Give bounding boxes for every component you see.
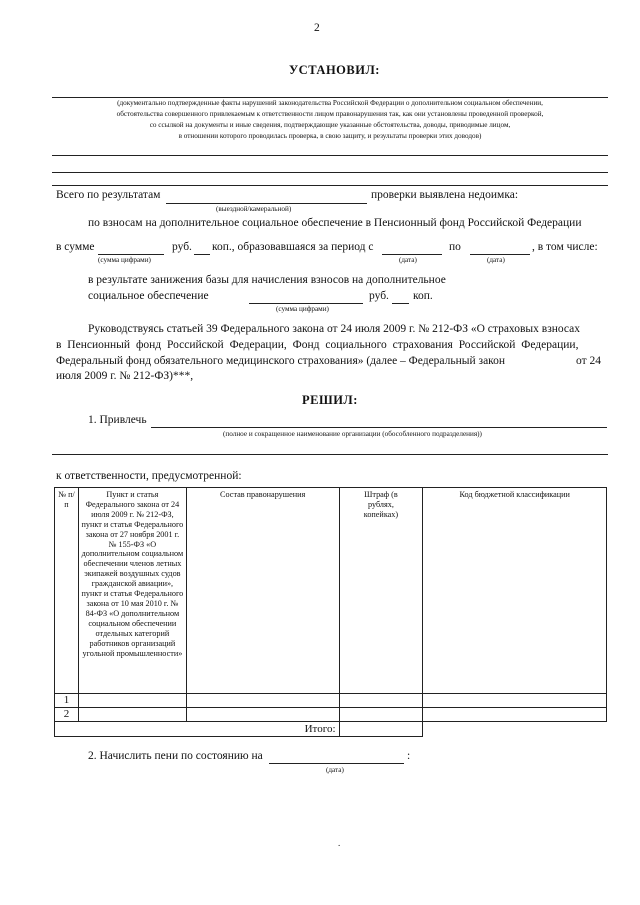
organization-name-field[interactable] [52,454,608,455]
penalty-text: 2. Начислить пени по состоянию на [88,750,263,762]
table-row [55,694,607,708]
established-fill-line[interactable] [52,97,608,98]
understatement-rub-field[interactable] [249,303,363,304]
including-label: , в том числе: [532,241,598,253]
guided-text: Федеральный фонд обязательного медицинского страхования» (далее – Федеральный закон [56,355,506,367]
established-caption-line: (документально подтвержденные факты нарушений законодательства Российской Федерации о дополнительном социальном обеспечении, [117,99,543,107]
kop-label: коп. [413,290,433,302]
decided-heading: РЕШИЛ: [302,393,358,407]
established-fill-line[interactable] [52,155,608,156]
understatement-kop-field[interactable] [392,303,409,304]
established-caption-line: обстоятельства совершенного привлекаемым к ответственности лицом правонарушения так, как они установлены проведенной проверкой, [116,110,544,118]
period-to-label: по [449,241,461,253]
guided-text: от 24 [576,355,601,367]
header-num: № п/п [55,488,79,694]
table-row [55,708,607,722]
understatement-text: в результате занижения базы для начисления взносов на дополнительное [88,274,446,286]
organization-name-field[interactable] [151,427,607,428]
row-fine-cell[interactable] [339,694,423,708]
row-num: 2 [55,708,79,722]
page-number: 2 [314,22,320,34]
row-offense-cell[interactable] [186,694,339,708]
row-article-cell[interactable] [78,694,186,708]
guided-text: в Пенсионный фонд Российской Федерации, Фонд социального страхования Российской Федерации, [56,339,579,351]
sum-label: в сумме [56,241,95,253]
organization-name-caption: (полное и сокращенное наименование организации (обособленного подразделения)) [223,430,482,438]
row-num: 1 [55,694,79,708]
period-start-field[interactable] [382,254,442,255]
penalty-colon: : [407,750,411,762]
footer-mark: . [338,838,341,848]
header-article: Пункт и статья Федерального закона от 24 июля 2009 г. № 212-ФЗ, пункт и статья Федерального закона от 27 ноября 2001 г. № 155-ФЗ «О дополнительном социальном обеспечении членов летных экипажей воздушных судов гражданской авиации», пункт и статья Федерального закона от 10 мая 2010 г. № 84-ФЗ «О дополнительном социальном обеспечении отдельных категорий работников организаций угольной промышленности» [78,488,186,694]
item1-text: 1. Привлечь [88,414,147,426]
total-fine-cell[interactable] [339,722,423,737]
established-fill-line[interactable] [52,185,608,186]
period-end-field[interactable] [470,254,530,255]
established-caption-line: со ссылкой на документы и иные сведения, подтверждающие указанные обстоятельства, доводы, приводимые лицом, [149,121,511,129]
header-offense: Состав правонарушения [186,488,339,694]
inspection-type-caption: (выездной/камеральной) [216,205,292,213]
arrears-label: Всего по результатам [56,189,161,201]
rub-label: руб. [172,241,192,253]
arrears-contributions-text: по взносам на дополнительное социальное обеспечение в Пенсионный фонд Российской Федерации [88,217,582,229]
row-fine-cell[interactable] [339,708,423,722]
sum-rub-field[interactable] [98,254,164,255]
rub-label: руб. [369,290,389,302]
date-caption: (дата) [487,256,505,264]
established-caption-line: в отношении которого проводилась проверка, в свою защиту, и результаты проверки этих доводов) [178,132,482,140]
row-offense-cell[interactable] [186,708,339,722]
row-kbk-cell[interactable] [423,708,607,722]
row-article-cell[interactable] [78,708,186,722]
date-caption: (дата) [399,256,417,264]
period-label: коп., образовавшаяся за период с [212,241,374,253]
guided-text: Руководствуясь статьей 39 Федерального закона от 24 июля 2009 г. № 212-ФЗ «О страховых взносах [88,323,581,335]
header-fine: Штраф (в рублях, копейках) [339,488,423,694]
sum-caption: (сумма цифрами) [98,256,151,264]
established-heading: УСТАНОВИЛ: [289,63,380,77]
understatement-text: социальное обеспечение [88,290,209,302]
liability-text: к ответственности, предусмотренной: [56,470,242,482]
table-total-row [55,722,607,737]
arrears-result-text: проверки выявлена недоимка: [371,189,519,201]
guided-text: июля 2009 г. № 212-ФЗ)***, [56,370,194,382]
penalty-date-field[interactable] [269,763,404,764]
sum-caption: (сумма цифрами) [276,305,329,313]
penalty-date-caption: (дата) [326,766,344,774]
table-header-row [55,488,607,694]
liability-table [54,487,607,737]
inspection-type-field[interactable] [166,203,367,204]
header-kbk: Код бюджетной классификации [423,488,607,694]
row-kbk-cell[interactable] [423,694,607,708]
established-fill-line[interactable] [52,172,608,173]
sum-kop-field[interactable] [194,254,210,255]
total-label: Итого: [55,722,340,737]
